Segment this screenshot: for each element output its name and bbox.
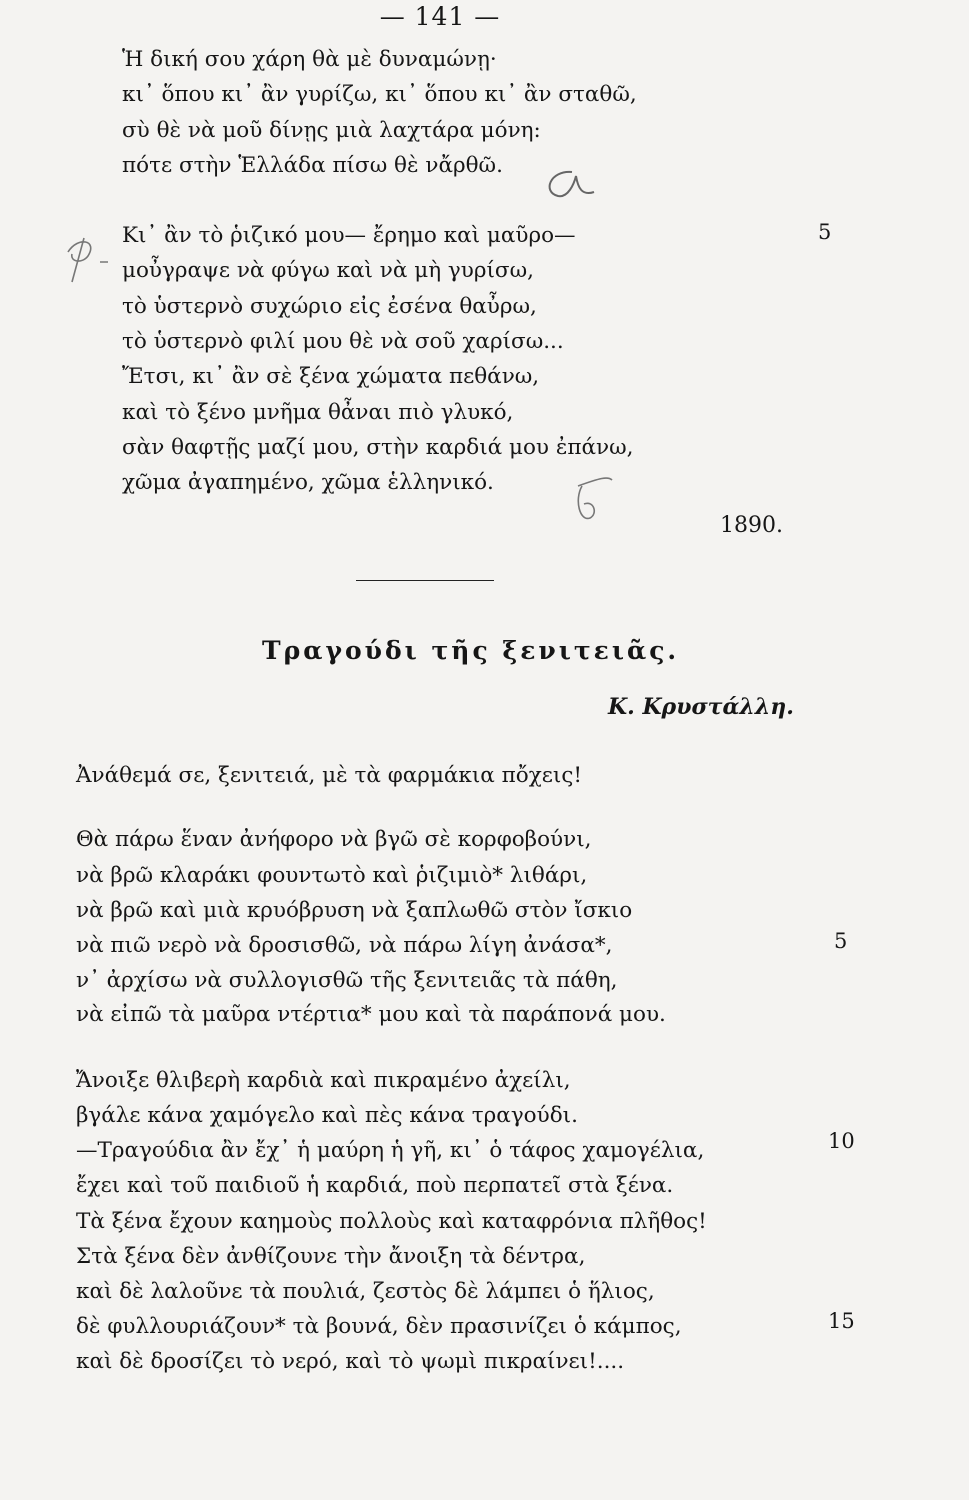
poem-line: Τὰ ξένα ἔχουν καημοὺς πολλοὺς καὶ καταφρόνια πλῆθος!: [76, 1209, 707, 1234]
pencil-mark: [560, 470, 620, 530]
poem-line: Στὰ ξένα δὲν ἀνθίζουνε τὴν ἄνοιξη τὰ δέντρα,: [76, 1244, 586, 1269]
line-number: 10: [828, 1129, 855, 1153]
poem-line: ἔχει καὶ τοῦ παιδιοῦ ἡ καρδιά, ποὺ περπατεῖ στὰ ξένα.: [76, 1173, 674, 1198]
poem-line: Ἔτσι, κι᾽ ἂν σὲ ξένα χώματα πεθάνω,: [122, 364, 540, 389]
poem-line: καὶ δὲ λαλοῦνε τὰ πουλιά, ζεστὸς δὲ λάμπει ὁ ἥλιος,: [76, 1279, 655, 1304]
poem-line: δὲ φυλλουριάζουν* τὰ βουνά, δὲν πρασινίζει ὁ κάμπος,: [76, 1314, 682, 1339]
poem-line: —Τραγούδια ἂν ἔχ᾽ ἡ μαύρη ἡ γῆ, κι᾽ ὁ τάφος χαμογέλια,: [76, 1138, 705, 1163]
poem-line: χῶμα ἀγαπημένο, χῶμα ἑλληνικό.: [122, 470, 494, 495]
poem-line: σὰν θαφτῇς μαζί μου, στὴν καρδιά μου ἐπάνω,: [122, 435, 634, 460]
section-divider: [356, 580, 494, 581]
line-number: 5: [818, 220, 832, 244]
page-number: — 141 —: [379, 2, 501, 31]
poem-line: Ἄνοιξε θλιβερὴ καρδιὰ καὶ πικραμένο ἀχείλι,: [76, 1068, 571, 1093]
poem-line: νὰ βρῶ καὶ μιὰ κρυόβρυση νὰ ξαπλωθῶ στὸν ἴσκιο: [76, 898, 633, 923]
poem-line: τὸ ὑστερνὸ συχώριο εἰς ἐσένα θαὖρω,: [122, 294, 537, 319]
poem-line: Θὰ πάρω ἕναν ἀνήφορο νὰ βγῶ σὲ κορφοβούνι,: [76, 827, 592, 852]
pencil-mark: [48, 232, 118, 292]
poem-author: Κ. Κρυστάλλη.: [608, 694, 794, 720]
poem-line: καὶ τὸ ξένο μνῆμα θἆναι πιὸ γλυκό,: [122, 400, 514, 425]
poem-line: βγάλε κάνα χαμόγελο καὶ πὲς κάνα τραγούδι.: [76, 1103, 578, 1128]
poem-line: τὸ ὑστερνὸ φιλί μου θὲ νὰ σοῦ χαρίσω...: [122, 329, 564, 354]
poem-line: καὶ δὲ δροσίζει τὸ νερό, καὶ τὸ ψωμὶ πικραίνει!....: [76, 1349, 625, 1374]
poem-line: σὺ θὲ νὰ μοῦ δίνῃς μιὰ λαχτάρα μόνη:: [122, 118, 541, 143]
poem-line: Ἡ δική σου χάρη θὰ μὲ δυναμώνῃ·: [122, 47, 497, 72]
poem-line: μοὖγραψε νὰ φύγω καὶ νὰ μὴ γυρίσω,: [122, 258, 534, 283]
poem-line: ν᾽ ἀρχίσω νὰ συλλογισθῶ τῆς ξενιτειᾶς τὰ πάθη,: [76, 968, 618, 993]
poem-line: νὰ πιῶ νερὸ νὰ δροσισθῶ, νὰ πάρω λίγη ἀνάσα*,: [76, 933, 613, 958]
poem-line: Κι᾽ ἂν τὸ ῥιζικό μου— ἔρημο καὶ μαῦρο—: [122, 223, 576, 248]
poem-line: πότε στὴν Ἑλλάδα πίσω θὲ νἄρθῶ.: [122, 153, 503, 178]
pencil-mark: [532, 158, 602, 204]
poem-line: νὰ βρῶ κλαράκι φουντωτὸ καὶ ῥιζιμιὸ* λιθάρι,: [76, 863, 588, 888]
poem-date: 1890.: [720, 513, 783, 538]
poem-line: Ἀνάθεμά σε, ξενιτειά, μὲ τὰ φαρμάκια πὄχεις!: [76, 763, 583, 788]
poem-title: Τραγούδι τῆς ξενιτειᾶς.: [262, 636, 680, 665]
poem-line: νὰ εἰπῶ τὰ μαῦρα ντέρτια* μου καὶ τὰ παράπονά μου.: [76, 1002, 666, 1027]
poem-line: κι᾽ ὅπου κι᾽ ἂν γυρίζω, κι᾽ ὅπου κι᾽ ἂν σταθῶ,: [122, 82, 637, 107]
line-number: 15: [828, 1309, 855, 1333]
line-number: 5: [834, 929, 848, 953]
